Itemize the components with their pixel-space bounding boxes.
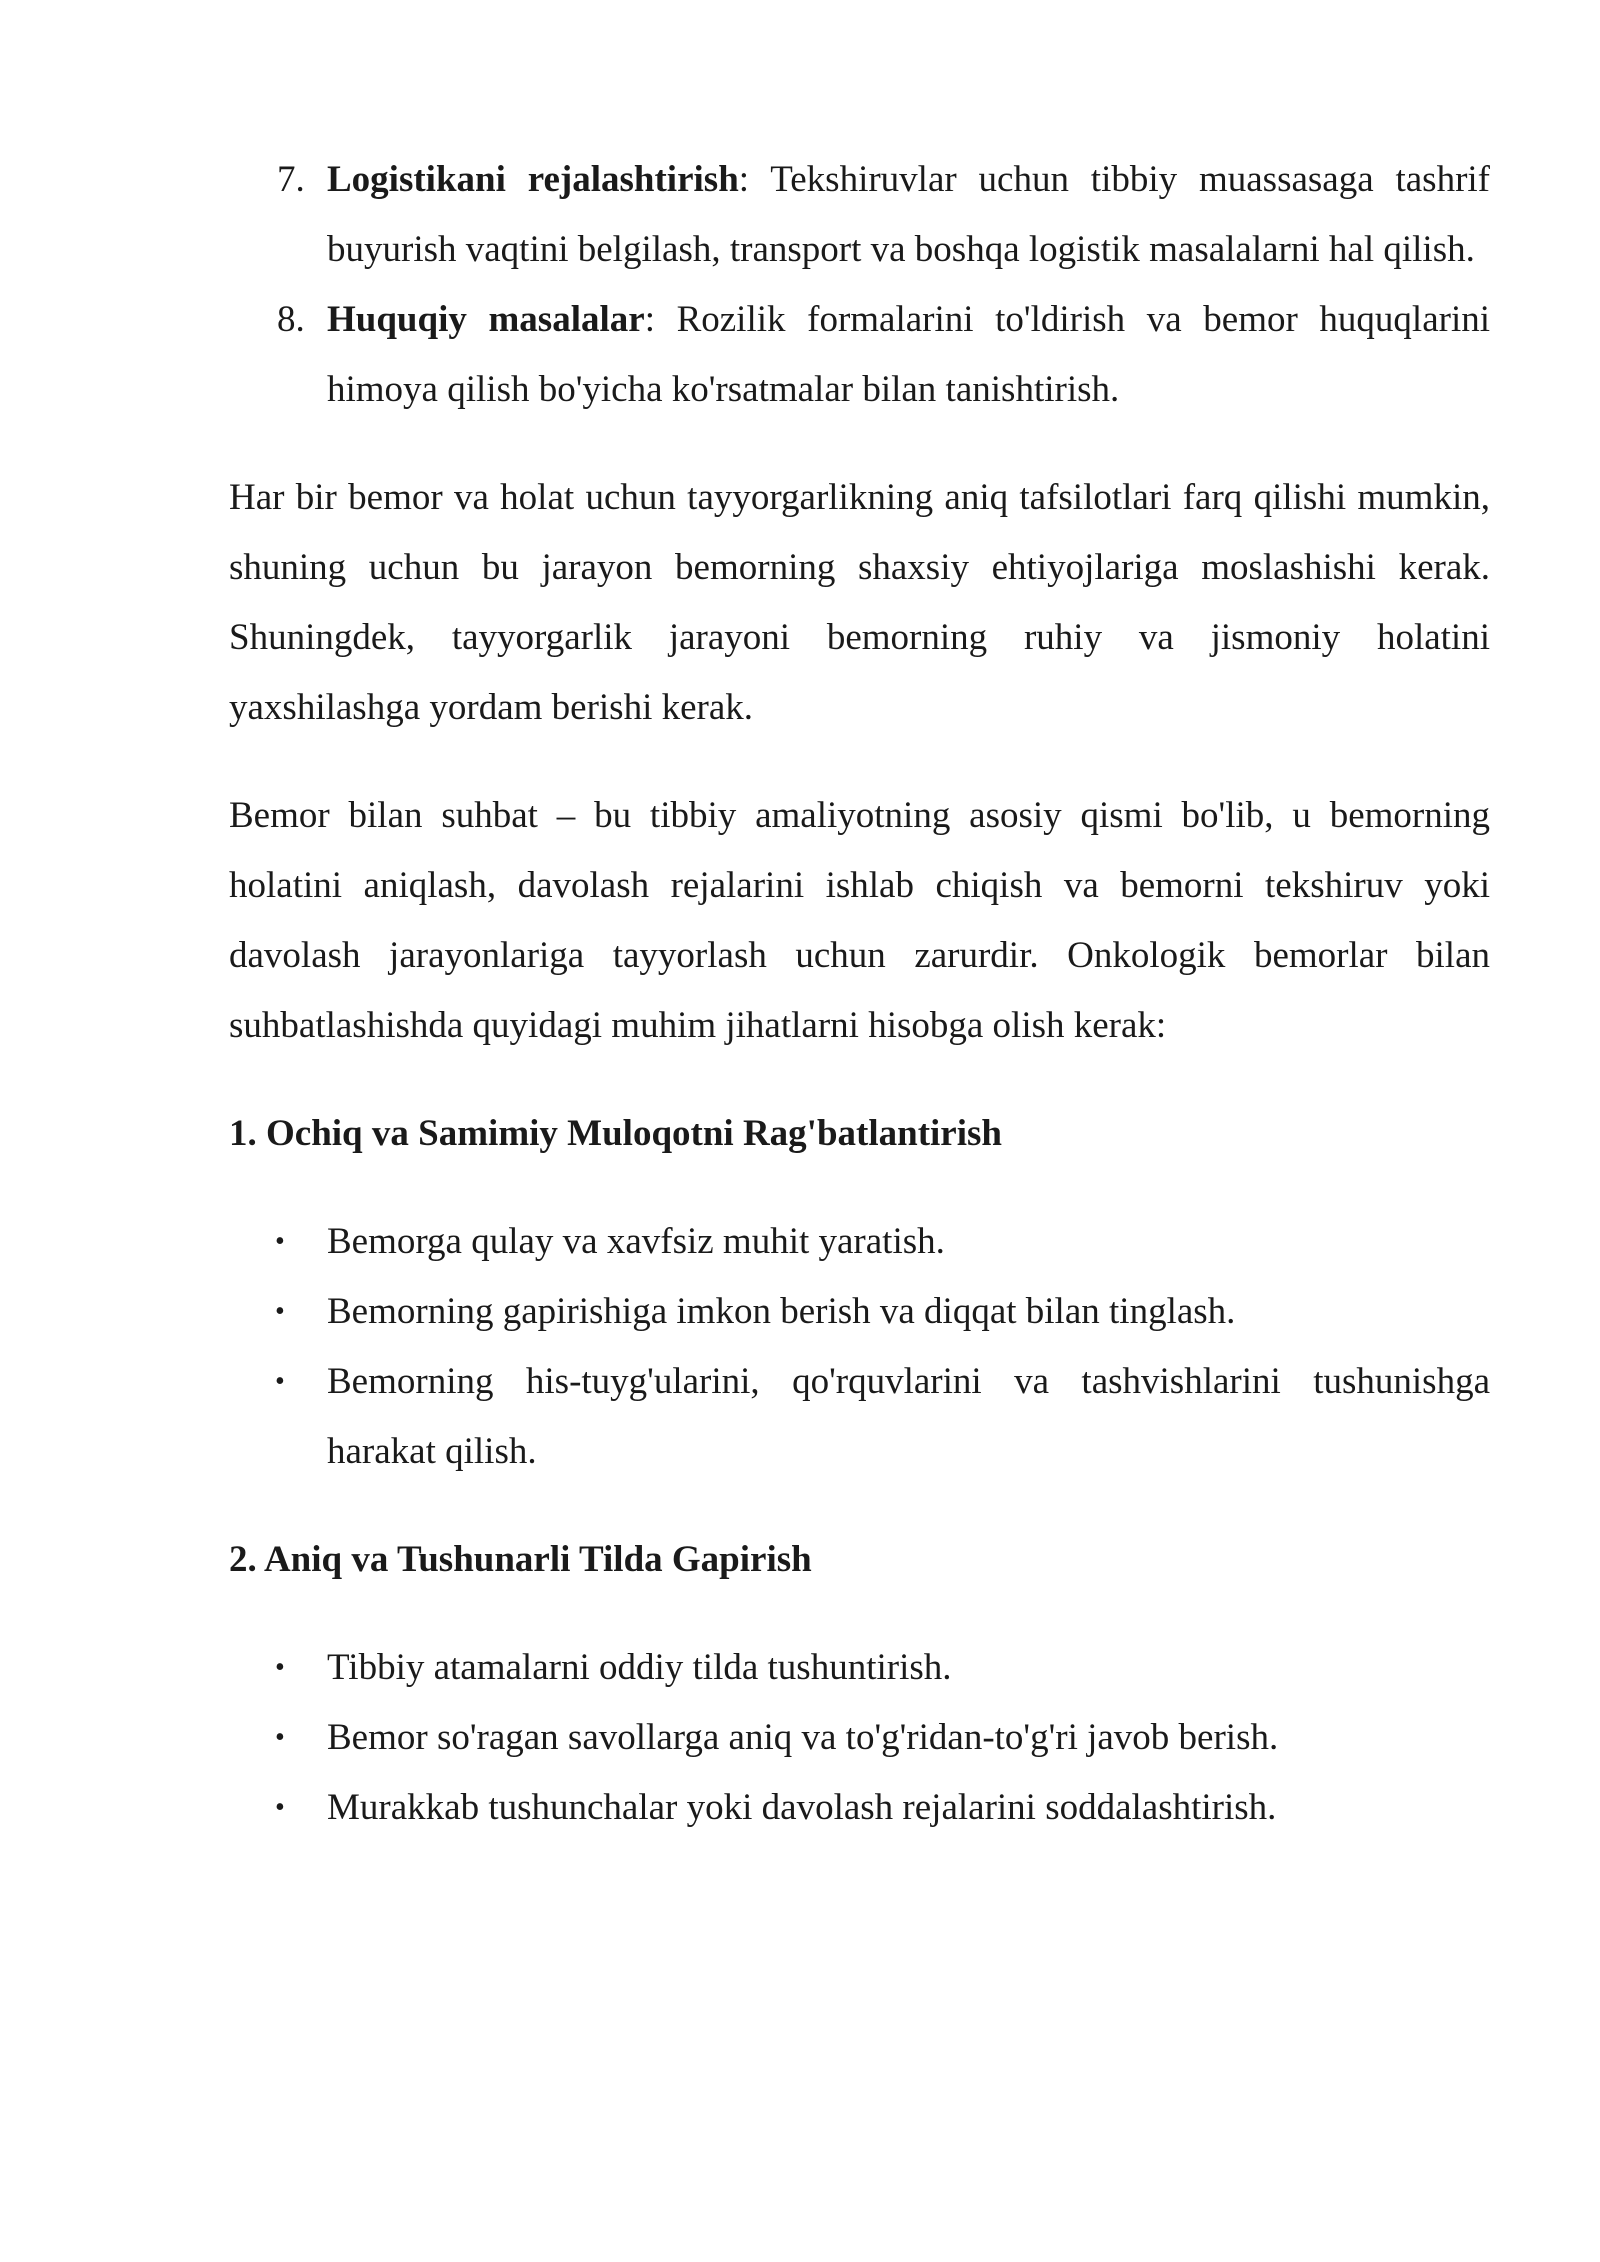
bullet-list	[229, 1207, 1490, 1487]
document-page	[229, 145, 1490, 1843]
list-item	[229, 285, 1490, 425]
bullet-item	[229, 1633, 1490, 1703]
bullet-icon: •	[275, 1296, 285, 1327]
bullet-item	[229, 1207, 1490, 1277]
bullet-icon: •	[275, 1652, 285, 1683]
bullet-item	[229, 1347, 1490, 1487]
list-item-text: Rozilik formalarini to'ldirish va bemor huquqlarini himoya qilish bo'yicha ko'rsatmalar bilan tanishtirish.	[327, 299, 1491, 410]
bullet-text: Tibbiy atamalarni oddiy tilda tushuntirish.	[327, 1647, 952, 1688]
section-heading: 1. Ochiq va Samimiy Muloqotni Rag'batlantirish	[229, 1113, 1002, 1154]
bullet-item	[229, 1773, 1490, 1843]
list-item-term: Logistikani rejalashtirish	[327, 159, 739, 200]
bullet-list	[229, 1633, 1490, 1843]
bullet-item	[229, 1703, 1490, 1773]
bullet-item	[229, 1277, 1490, 1347]
bullet-icon: •	[275, 1366, 285, 1397]
body-paragraph: Bemor bilan suhbat – bu tibbiy amaliyotning asosiy qismi bo'lib, u bemorning holatini aniqlash, davolash rejalarini ishlab chiqish va bemorni tekshiruv yoki davolash jarayonlariga tayyorlash uchun zarurdir. Onkologik bemorlar bilan suhbatlashishda quyidagi muhim jihatlarni hisobga olish kerak:	[229, 795, 1490, 1046]
list-item-term: Huquqiy masalalar	[327, 299, 645, 340]
bullet-text: Bemor so'ragan savollarga aniq va to'g'ridan-to'g'ri javob berish.	[327, 1717, 1279, 1758]
numbered-list	[229, 145, 1490, 425]
bullet-text: Bemorning his-tuyg'ularini, qo'rquvlarini va tashvishlarini tushunishga harakat qilish.	[327, 1361, 1490, 1472]
list-item-number: 8.	[277, 299, 305, 340]
list-item	[229, 145, 1490, 285]
list-item-separator: :	[738, 159, 750, 200]
list-item-text: Tekshiruvlar uchun tibbiy muassasaga tashrif buyurish vaqtini belgilash, transport va boshqa logistik masalalarni hal qilish.	[327, 159, 1491, 270]
section-heading: 2. Aniq va Tushunarli Tilda Gapirish	[229, 1539, 812, 1580]
bullet-icon: •	[275, 1226, 285, 1257]
bullet-text: Bemorning gapirishiga imkon berish va diqqat bilan tinglash.	[327, 1291, 1236, 1332]
bullet-icon: •	[275, 1792, 285, 1823]
bullet-icon: •	[275, 1722, 285, 1753]
bullet-text: Bemorga qulay va xavfsiz muhit yaratish.	[327, 1221, 945, 1262]
list-item-number: 7.	[277, 159, 305, 200]
bullet-text: Murakkab tushunchalar yoki davolash rejalarini soddalashtirish.	[327, 1787, 1277, 1828]
body-paragraph: Har bir bemor va holat uchun tayyorgarlikning aniq tafsilotlari farq qilishi mumkin, shuning uchun bu jarayon bemorning shaxsiy ehtiyojlariga moslashishi kerak. Shuningdek, tayyorgarlik jarayoni bemorning ruhiy va jismoniy holatini yaxshilashga yordam berishi kerak.	[229, 477, 1490, 728]
list-item-separator: :	[644, 299, 655, 340]
